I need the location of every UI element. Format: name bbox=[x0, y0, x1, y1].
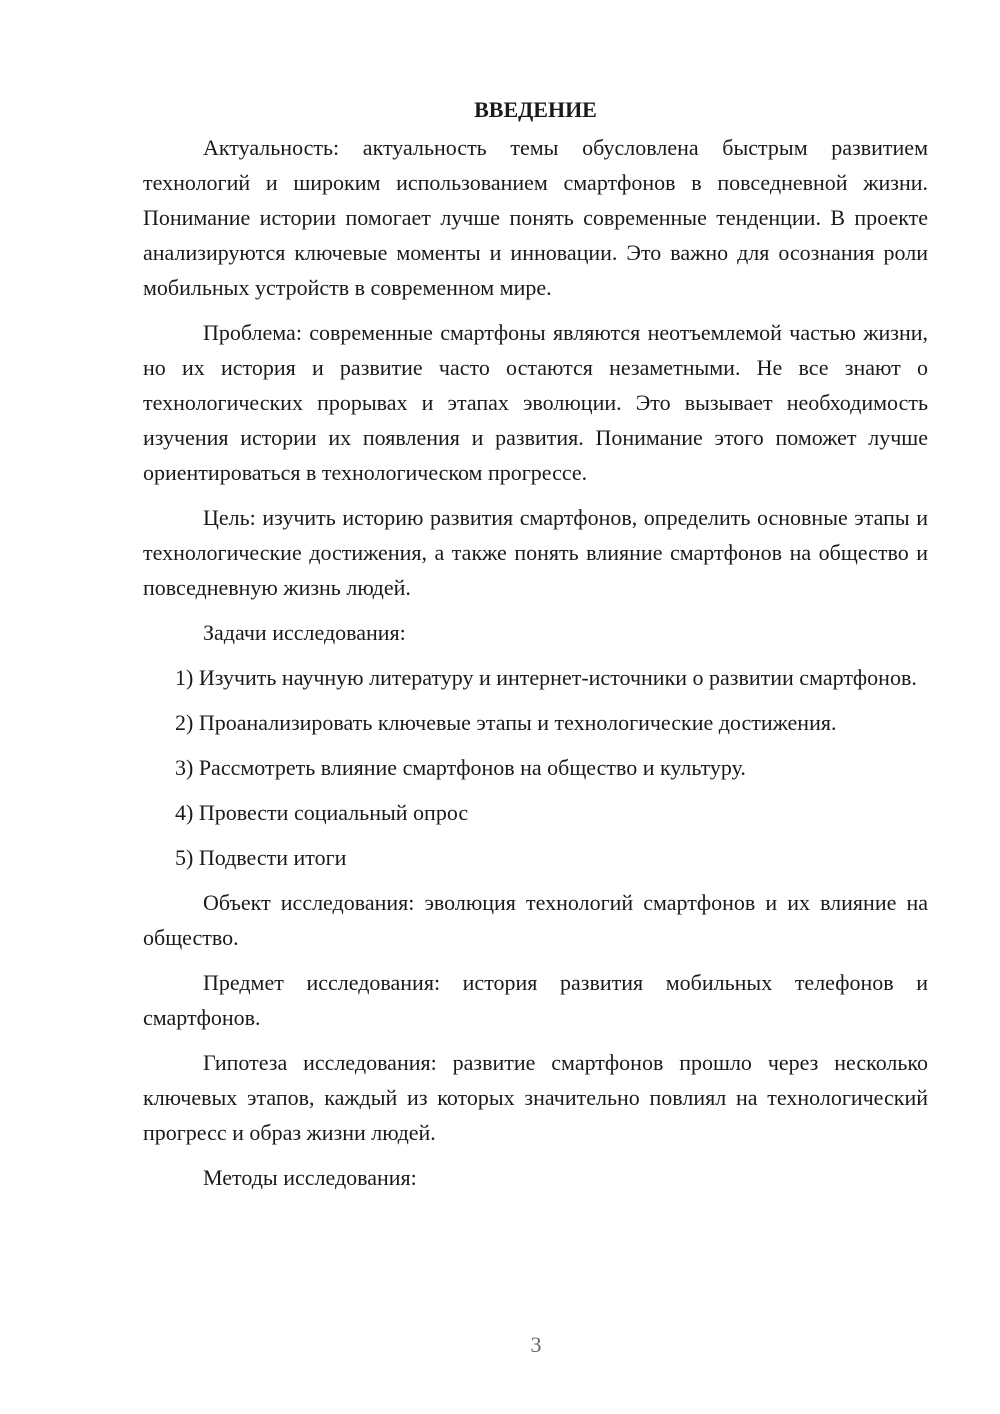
section-title: ВВЕДЕНИЕ bbox=[474, 97, 597, 122]
tasks-heading: Задачи исследования: bbox=[203, 620, 406, 645]
list-item: 3) Рассмотреть влияние смартфонов на общество и культуру. bbox=[175, 755, 746, 780]
list-item: 5) Подвести итоги bbox=[175, 845, 347, 870]
list-item: 4) Провести социальный опрос bbox=[175, 800, 469, 825]
list-item: 1) Изучить научную литературу и интернет-источники о развитии смартфонов. bbox=[175, 665, 917, 690]
paragraph-object: Объект исследования: эволюция технологий смартфонов и их влияние на общество. bbox=[143, 890, 928, 950]
list-item: 2) Проанализировать ключевые этапы и технологические достижения. bbox=[175, 710, 837, 735]
tasks-list bbox=[143, 660, 928, 875]
paragraph-methods: Методы исследования: bbox=[203, 1165, 417, 1190]
document-page bbox=[143, 92, 928, 1195]
paragraph-goal: Цель: изучить историю развития смартфонов, определить основные этапы и технологические достижения, а также понять влияние смартфонов на общество и повседневную жизнь людей. bbox=[143, 505, 928, 600]
page-number: 3 bbox=[530, 1332, 542, 1357]
paragraph-relevance: Актуальность: актуальность темы обусловлена быстрым развитием технологий и широким использованием смартфонов в повседневной жизни. Понимание истории помогает лучше понять современные тенденции. В проекте анализируются ключевые моменты и инновации. Это важно для осознания роли мобильных устройств в современном мире. bbox=[143, 135, 928, 300]
paragraph-subject: Предмет исследования: история развития мобильных телефонов и смартфонов. bbox=[143, 970, 928, 1030]
paragraph-hypothesis: Гипотеза исследования: развитие смартфонов прошло через несколько ключевых этапов, каждый из которых значительно повлиял на технологический прогресс и образ жизни людей. bbox=[143, 1050, 928, 1145]
paragraph-problem: Проблема: современные смартфоны являются неотъемлемой частью жизни, но их история и развитие часто остаются незаметными. Не все знают о технологических прорывах и этапах эволюции. Это вызывает необходимость изучения истории их появления и развития. Понимание этого поможет лучше ориентироваться в технологическом прогрессе. bbox=[143, 320, 928, 485]
